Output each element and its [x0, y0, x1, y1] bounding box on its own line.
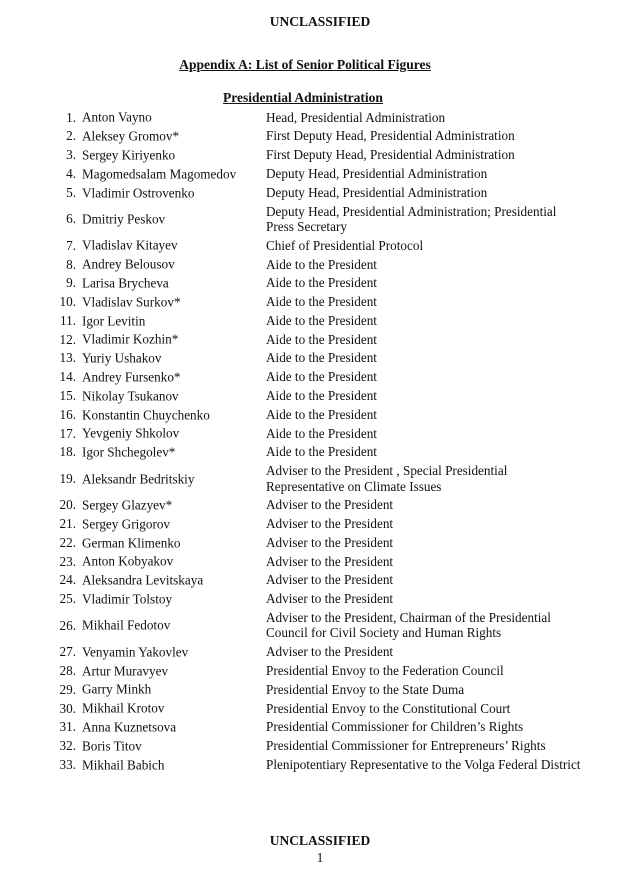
entry-title: Aide to the President: [266, 275, 377, 291]
entry-number: 18.: [59, 444, 76, 460]
list-item: [0, 405, 640, 424]
entry-name: Mikhail Babich: [82, 756, 165, 772]
entry-name: Vladimir Tolstoy: [82, 591, 173, 607]
entry-title: Aide to the President: [266, 369, 377, 385]
entry-number: 7.: [66, 237, 76, 253]
entry-title: Adviser to the President: [266, 553, 394, 569]
entry-name: Vladislav Kitayev: [82, 237, 178, 253]
list-item: [0, 183, 640, 202]
entry-number: 25.: [59, 591, 76, 607]
entry-number: 28.: [59, 663, 76, 678]
entry-name: Anton Kobyakov: [82, 553, 174, 569]
entry-name: Igor Shchegolev*: [82, 444, 176, 460]
entry-title: Adviser to the President , Special Presidential Representative on Climate Issues: [266, 463, 508, 494]
entry-name: Larisa Brycheva: [82, 275, 169, 291]
entry-number: 24.: [59, 572, 76, 588]
list-item: [0, 608, 640, 642]
entry-name: German Klimenko: [82, 534, 181, 550]
list-item: [0, 330, 640, 349]
header-classification: UNCLASSIFIED: [269, 14, 371, 29]
list-item: [0, 755, 640, 774]
entry-number: 14.: [59, 369, 76, 385]
list-item: [0, 202, 640, 236]
entry-name: Garry Minkh: [82, 681, 152, 697]
entry-number: 1.: [66, 109, 76, 125]
entry-title: Aide to the President: [266, 425, 377, 441]
entry-name: Venyamin Yakovlev: [82, 644, 189, 660]
entry-number: 32.: [59, 738, 76, 754]
entry-title: Deputy Head, Presidential Administration: [266, 166, 488, 182]
entry-title: Adviser to the President: [266, 516, 394, 532]
entry-title: Aide to the President: [266, 331, 377, 347]
entry-number: 2.: [66, 128, 76, 144]
entry-name: Vladimir Kozhin*: [82, 331, 179, 347]
entry-number: 17.: [59, 425, 76, 441]
section-title: Presidential Administration: [223, 90, 383, 105]
entry-number: 31.: [59, 719, 76, 735]
entry-number: 3.: [66, 147, 76, 163]
entry-number: 9.: [66, 275, 76, 291]
entry-title: Aide to the President: [266, 444, 377, 460]
list-item: [0, 368, 640, 387]
entry-title: Presidential Envoy to the Federation Council: [266, 663, 504, 678]
list-item: [0, 424, 640, 443]
entry-title: Head, Presidential Administration: [266, 109, 446, 125]
entry-number: 20.: [59, 497, 76, 513]
list-item: [0, 533, 640, 552]
entry-name: Sergey Grigorov: [82, 516, 171, 532]
list-item: [0, 386, 640, 405]
list-item: [0, 274, 640, 293]
list-item: [0, 661, 640, 680]
entry-name: Mikhail Krotov: [82, 700, 165, 716]
entry-number: 21.: [59, 516, 76, 532]
entry-name: Konstantin Chuychenko: [82, 406, 210, 422]
entry-number: 5.: [66, 184, 76, 200]
list-item: [0, 146, 640, 165]
entry-number: 12.: [59, 331, 76, 347]
entry-number: 13.: [59, 350, 76, 366]
list-item: [0, 164, 640, 183]
entry-title: Chief of Presidential Protocol: [266, 237, 424, 253]
entry-title: Deputy Head, Presidential Administration; Presidential Press Secretary: [266, 203, 557, 234]
entry-title: Aide to the President: [266, 256, 377, 272]
list-item: [0, 461, 640, 495]
entry-name: Artur Muravyev: [82, 663, 169, 678]
entry-title: Adviser to the President, Chairman of the Presidential Council for Civil Society and Human Rights: [266, 610, 551, 641]
entry-number: 29.: [59, 681, 76, 697]
list-item: [0, 108, 640, 127]
list-item: [0, 127, 640, 146]
entry-title: Aide to the President: [266, 350, 377, 366]
entry-number: 33.: [59, 756, 76, 772]
entry-name: Mikhail Fedotov: [82, 617, 171, 633]
entry-number: 27.: [59, 644, 76, 660]
entry-name: Aleksandr Bedritskiy: [82, 470, 195, 486]
entry-title: Plenipotentiary Representative to the Volga Federal District: [266, 756, 581, 772]
entry-number: 6.: [66, 211, 76, 227]
list-item: [0, 496, 640, 515]
list-item: [0, 443, 640, 462]
entry-number: 8.: [66, 256, 76, 272]
entry-name: Igor Levitin: [82, 312, 146, 328]
entry-title: Adviser to the President: [266, 497, 394, 513]
list-item: [0, 680, 640, 699]
entry-name: Vladimir Ostrovenko: [82, 184, 195, 200]
entry-title: Aide to the President: [266, 312, 377, 328]
entry-title: Adviser to the President: [266, 534, 394, 550]
list-item: [0, 349, 640, 368]
entry-title: First Deputy Head, Presidential Administration: [266, 128, 515, 144]
entry-name: Nikolay Tsukanov: [82, 388, 179, 404]
entry-name: Sergey Kiriyenko: [82, 147, 176, 163]
entry-title: Aide to the President: [266, 406, 377, 422]
entry-number: 15.: [59, 388, 76, 404]
list-item: [0, 292, 640, 311]
entry-name: Anton Vayno: [82, 109, 152, 125]
entry-name: Sergey Glazyev*: [82, 497, 173, 513]
entry-name: Yuriy Ushakov: [82, 350, 162, 366]
entry-title: Presidential Commissioner for Entrepreneurs’ Rights: [266, 738, 546, 754]
entry-number: 16.: [59, 406, 76, 422]
list-item: [0, 514, 640, 533]
entry-name: Vladislav Surkov*: [82, 294, 181, 310]
entry-number: 26.: [59, 617, 76, 633]
entry-name: Andrey Fursenko*: [82, 369, 181, 385]
appendix-title: Appendix A: List of Senior Political Figures: [179, 57, 431, 72]
list-item: [0, 552, 640, 571]
entry-title: Presidential Commissioner for Children’s Rights: [266, 719, 524, 735]
entry-name: Anna Kuznetsova: [82, 719, 177, 735]
entry-number: 23.: [59, 553, 76, 569]
entry-name: Dmitriy Peskov: [82, 211, 166, 227]
footer-classification: UNCLASSIFIED: [269, 833, 371, 848]
entry-title: Presidential Envoy to the State Duma: [266, 681, 465, 697]
entry-title: Adviser to the President: [266, 644, 394, 660]
entry-title: Adviser to the President: [266, 572, 394, 588]
entry-name: Boris Titov: [82, 738, 142, 754]
list-item: [0, 590, 640, 609]
entry-number: 30.: [59, 700, 76, 716]
list-item: [0, 736, 640, 755]
list-item: [0, 255, 640, 274]
list-item: [0, 699, 640, 718]
list-item: [0, 236, 640, 255]
entry-name: Magomedsalam Magomedov: [82, 166, 237, 182]
entry-name: Andrey Belousov: [82, 256, 175, 272]
entry-title: Deputy Head, Presidential Administration: [266, 184, 488, 200]
entry-name: Aleksey Gromov*: [82, 128, 180, 144]
entry-number: 11.: [60, 312, 76, 328]
list-item: [0, 718, 640, 737]
entry-name: Yevgeniy Shkolov: [82, 425, 180, 441]
entry-title: Aide to the President: [266, 388, 377, 404]
entry-title: First Deputy Head, Presidential Administration: [266, 147, 515, 163]
list-item: [0, 643, 640, 662]
entry-number: 22.: [59, 534, 76, 550]
entry-title: Presidential Envoy to the Constitutional Court: [266, 700, 511, 716]
entry-title: Adviser to the President: [266, 591, 394, 607]
list-item: [0, 311, 640, 330]
entry-number: 19.: [59, 470, 76, 486]
entry-number: 10.: [59, 294, 76, 310]
entry-list: [0, 108, 640, 774]
list-item: [0, 571, 640, 590]
page-number: 1: [316, 850, 324, 865]
entry-title: Aide to the President: [266, 294, 377, 310]
entry-name: Aleksandra Levitskaya: [82, 572, 204, 588]
entry-number: 4.: [66, 166, 76, 182]
